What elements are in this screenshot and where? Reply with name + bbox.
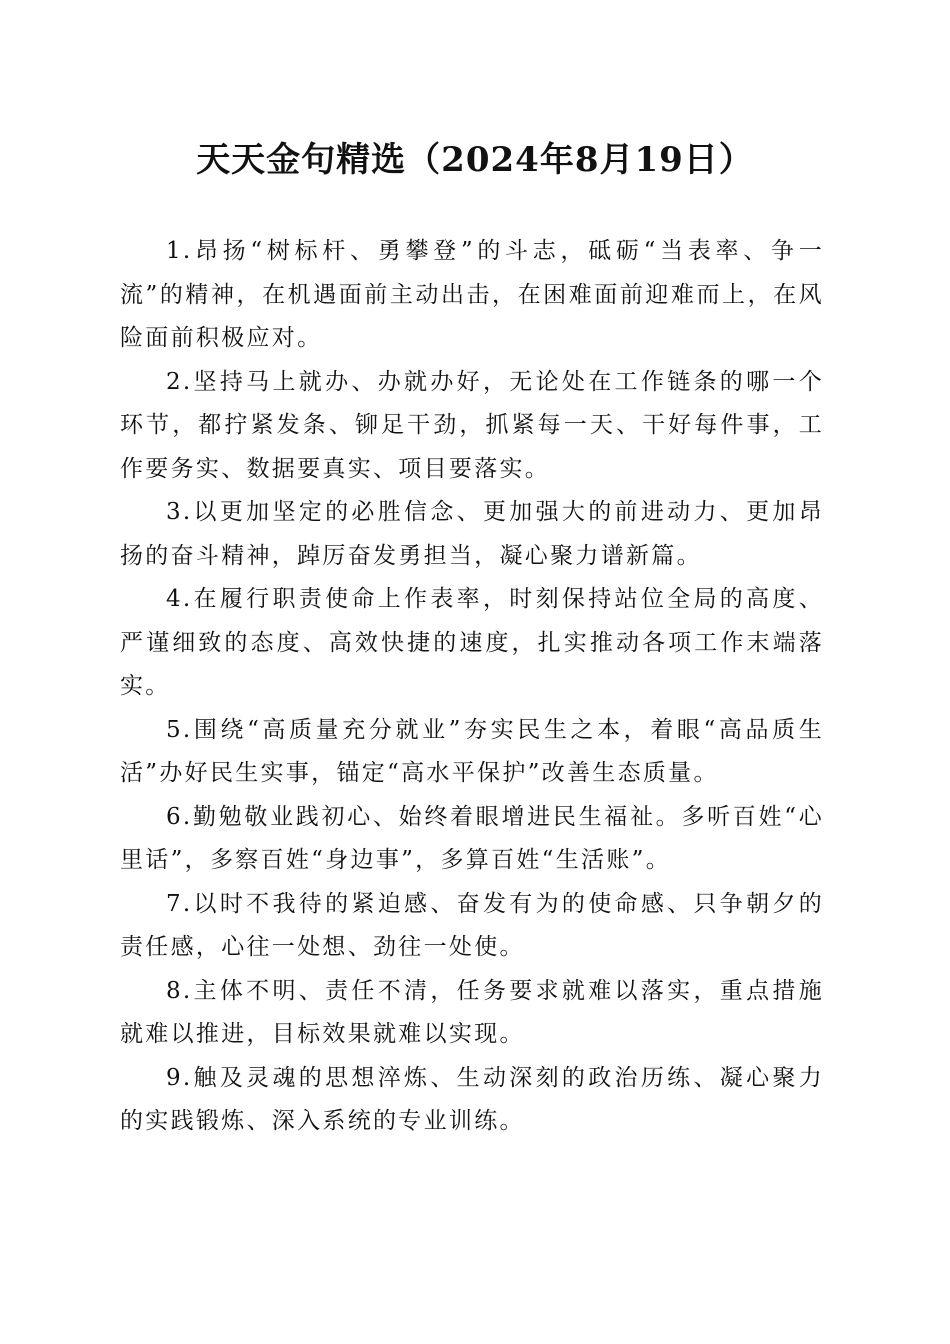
quote-paragraph-2: 2.坚持马上就办、办就办好，无论处在工作链条的哪一个环节，都拧紧发条、铆足干劲，抓紧每一天、干好每件事，工作要务实、数据要真实、项目要落实。: [120, 368, 824, 482]
quote-paragraph-7: 7.以时不我待的紧迫感、奋发有为的使命感、只争朝夕的责任感，心往一处想、劲往一处使。: [120, 890, 824, 960]
quote-paragraph-5: 5.围绕“高质量充分就业”夯实民生之本，着眼“高品质生活”办好民生实事，锚定“高水平保护”改善生态质量。: [120, 716, 824, 786]
document-title: 天天金句精选（2024年8月19日）: [196, 140, 754, 180]
quote-paragraph-8: 8.主体不明、责任不清，任务要求就难以落实，重点措施就难以推进，目标效果就难以实现。: [120, 977, 824, 1047]
quote-paragraph-3: 3.以更加坚定的必胜信念、更加强大的前进动力、更加昂扬的奋斗精神，踔厉奋发勇担当，凝心聚力谱新篇。: [120, 499, 824, 569]
document-body: [120, 230, 824, 1144]
quote-paragraph-4: 4.在履行职责使命上作表率，时刻保持站位全局的高度、严谨细致的态度、高效快捷的速度，扎实推动各项工作末端落实。: [120, 586, 824, 699]
quote-paragraph-6: 6.勤勉敬业践初心、始终着眼增进民生福祉。多听百姓“心里话”，多察百姓“身边事”，多算百姓“生活账”。: [120, 803, 824, 873]
quote-paragraph-9: 9.触及灵魂的思想淬炼、生动深刻的政治历练、凝心聚力的实践锻炼、深入系统的专业训练。: [120, 1064, 824, 1134]
quote-paragraph-1: 1.昂扬“树标杆、勇攀登”的斗志，砥砺“当表率、争一流”的精神，在机遇面前主动出击，在困难面前迎难而上，在风险面前积极应对。: [120, 238, 824, 351]
